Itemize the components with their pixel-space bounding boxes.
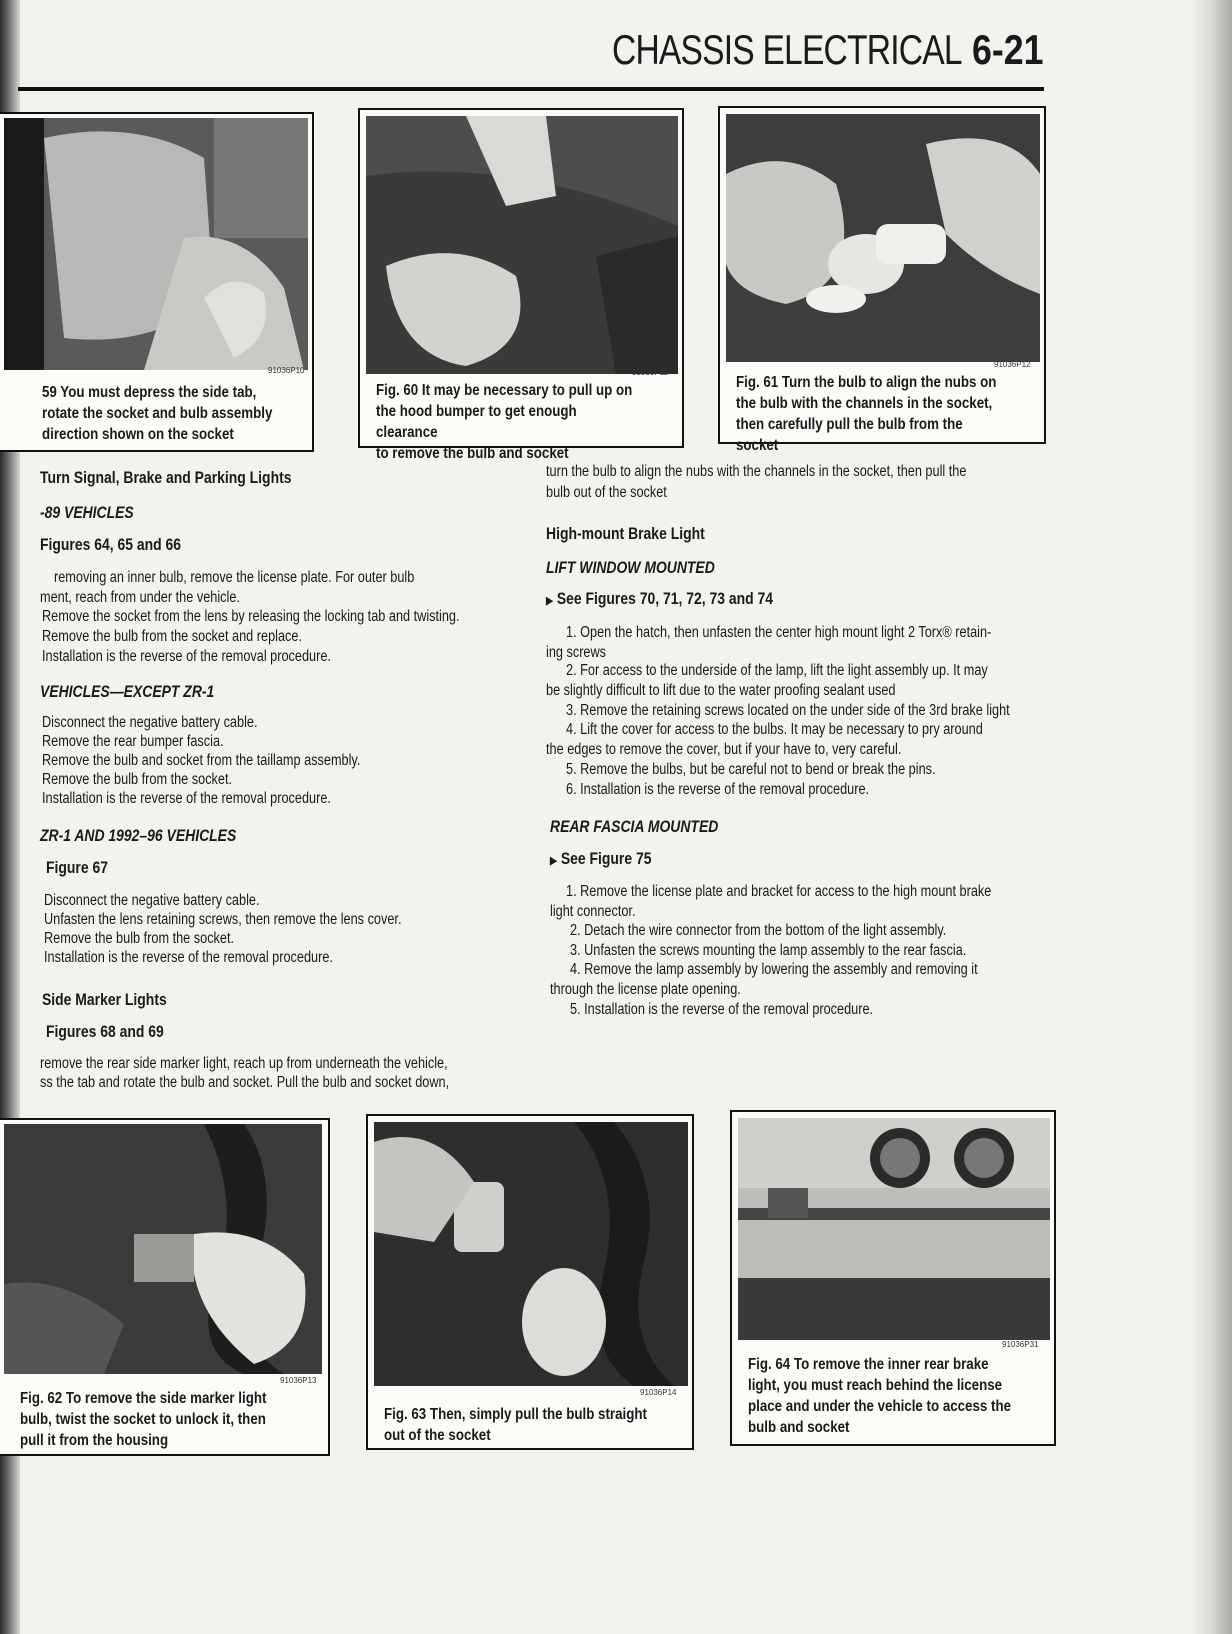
step-2-3: Remove the bulb and socket from the taillamp assembly.: [42, 752, 361, 769]
step-1-4: Installation is the reverse of the removal procedure.: [42, 648, 331, 665]
step-a-1-line-2: ing screws: [546, 644, 607, 661]
figure-60-code: 91036P11: [632, 368, 668, 377]
step-2-4: Remove the bulb from the socket.: [42, 771, 233, 788]
page-edge-shadow: [1190, 0, 1232, 1634]
figure-62: [0, 1118, 330, 1456]
subheading-89-vehicles: -89 VEHICLES: [40, 503, 134, 522]
step-a-1-line-1: 1. Open the hatch, then unfasten the center high mount light 2 Torx® retain-: [566, 624, 992, 641]
step-a-3: 3. Remove the retaining screws located on the under side of the 3rd brake light: [566, 702, 1010, 719]
step-3-4: Installation is the reverse of the removal procedure.: [44, 949, 333, 966]
heading-high-mount-brake-light: High-mount Brake Light: [546, 524, 705, 543]
continued-line-2: bulb out of the socket: [546, 484, 667, 501]
step-3-3: Remove the bulb from the socket.: [44, 930, 235, 947]
subheading-lift-window-mounted: LIFT WINDOW MOUNTED: [546, 558, 715, 577]
figure-63-code: 91036P14: [640, 1388, 677, 1397]
figure-59-code: 91036P10: [268, 366, 305, 375]
figure-63-photo: [374, 1122, 688, 1386]
figure-61: [718, 106, 1046, 454]
figure-59-caption: 59 You must depress the side tab, rotate the socket and bulb assembly direction shown on the socket: [42, 384, 273, 443]
step-b-2: 2. Detach the wire connector from the bottom of the light assembly.: [570, 922, 947, 939]
step-b-1-line-1: 1. Remove the license plate and bracket for access to the high mount brake: [566, 883, 992, 900]
figure-64: [730, 1110, 1056, 1446]
step-1-3: Remove the bulb from the socket and replace.: [42, 628, 302, 645]
step-2-2: Remove the rear bumper fascia.: [42, 733, 224, 750]
step-b-4-line-2: through the license plate opening.: [550, 981, 741, 998]
paragraph-1-line-1: removing an inner bulb, remove the license plate. For outer bulb: [54, 569, 415, 586]
step-2-1: Disconnect the negative battery cable.: [42, 714, 258, 731]
step-a-4-line-2: the edges to remove the cover, but if your have to, very careful.: [546, 741, 902, 758]
section-title: CHASSIS ELECTRICAL: [612, 26, 962, 73]
step-b-3: 3. Unfasten the screws mounting the lamp assembly to the rear fascia.: [570, 942, 967, 959]
step-2-5: Installation is the reverse of the removal procedure.: [42, 790, 331, 807]
heading-side-marker-lights: Side Marker Lights: [42, 990, 167, 1009]
figure-60: [358, 108, 684, 462]
figure-60-photo: [366, 116, 678, 374]
bullet-icon: ▶: [546, 595, 553, 607]
step-b-5: 5. Installation is the reverse of the removal procedure.: [570, 1001, 874, 1018]
figure-62-caption: Fig. 62 To remove the side marker light bulb, twist the socket to unlock it, then pull it from the housing: [20, 1390, 267, 1449]
step-1-2: Remove the socket from the lens by releasing the locking tab and twisting.: [42, 608, 460, 625]
step-a-6: 6. Installation is the reverse of the removal procedure.: [566, 781, 870, 798]
step-3-2: Unfasten the lens retaining screws, then remove the lens cover.: [44, 911, 402, 928]
step-b-1-line-2: light connector.: [550, 903, 636, 920]
header-rule: [18, 87, 1044, 91]
see-figure-75: ▶ See Figure 75: [550, 849, 652, 868]
paragraph-2-line-2: ss the tab and rotate the bulb and socket. Pull the bulb and socket down,: [40, 1074, 450, 1091]
figure-64-photo: [738, 1118, 1050, 1340]
subheading-rear-fascia-mounted: REAR FASCIA MOUNTED: [550, 817, 719, 836]
see-figure-67: Figure 67: [46, 858, 108, 877]
step-a-2-line-2: be slightly difficult to lift due to the water proofing sealant used: [546, 682, 896, 699]
figure-61-photo: [726, 114, 1040, 362]
see-figures-68-69: Figures 68 and 69: [46, 1022, 164, 1041]
figure-63: [366, 1114, 694, 1450]
figure-62-photo: [4, 1124, 322, 1374]
subheading-vehicles-except-zr1: VEHICLES—EXCEPT ZR-1: [40, 682, 215, 701]
figure-59: [0, 112, 314, 452]
heading-turn-signal-lights: Turn Signal, Brake and Parking Lights: [40, 468, 292, 487]
page-number: 6-21: [972, 26, 1044, 73]
see-figures-70-74: ▶ See Figures 70, 71, 72, 73 and 74: [546, 589, 774, 608]
continued-line-1: turn the bulb to align the nubs with the channels in the socket, then pull the: [546, 463, 967, 480]
step-b-4-line-1: 4. Remove the lamp assembly by lowering the assembly and removing it: [570, 961, 978, 978]
bullet-icon: ▶: [550, 855, 557, 867]
subheading-zr1-1992-96: ZR-1 AND 1992–96 VEHICLES: [40, 826, 237, 845]
paragraph-2-line-1: remove the rear side marker light, reach up from underneath the vehicle,: [40, 1055, 448, 1072]
figure-61-caption: Fig. 61 Turn the bulb to align the nubs on the bulb with the channels in the socket, then carefully pull the bulb from the socket: [736, 374, 997, 454]
figure-60-caption: Fig. 60 It may be necessary to pull up on the hood bumper to get enough clearance to remove the bulb and socket: [376, 382, 633, 462]
see-figures-64-66: Figures 64, 65 and 66: [40, 535, 182, 554]
step-a-5: 5. Remove the bulbs, but be careful not to bend or break the pins.: [566, 761, 936, 778]
figure-64-caption: Fig. 64 To remove the inner rear brake light, you must reach behind the license place and under the vehicle to access the bulb and socket: [748, 1356, 1011, 1436]
figure-59-photo: [4, 118, 308, 370]
figure-62-code: 91036P13: [280, 1376, 317, 1385]
paragraph-1-line-2: ment, reach from under the vehicle.: [40, 589, 240, 606]
step-a-2-line-1: 2. For access to the underside of the lamp, lift the light assembly up. It may: [566, 662, 988, 679]
figure-61-code: 91036P12: [994, 360, 1031, 369]
figure-64-code: 91036P31: [1002, 1340, 1039, 1349]
step-a-4-line-1: 4. Lift the cover for access to the bulbs. It may be necessary to pry around: [566, 721, 983, 738]
figure-63-caption: Fig. 63 Then, simply pull the bulb straight out of the socket: [384, 1406, 647, 1444]
step-3-1: Disconnect the negative battery cable.: [44, 892, 260, 909]
